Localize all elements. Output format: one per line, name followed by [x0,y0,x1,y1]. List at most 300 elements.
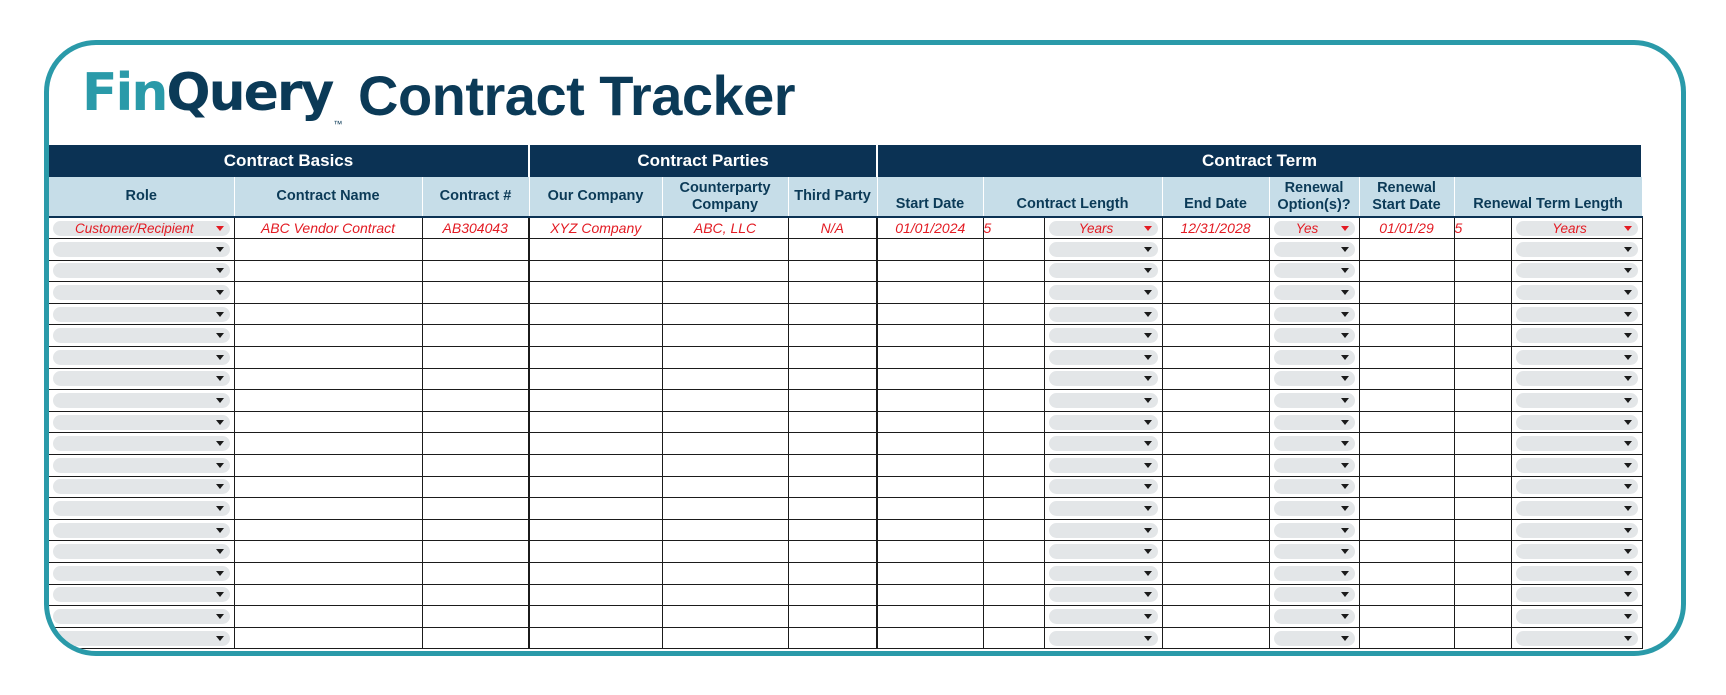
table-cell[interactable] [529,282,662,304]
table-cell[interactable] [49,563,234,585]
table-cell[interactable] [1162,282,1269,304]
table-cell[interactable] [1511,584,1642,606]
table-cell[interactable] [49,541,234,563]
table-cell[interactable] [877,411,983,433]
table-cell[interactable] [662,239,788,261]
table-cell[interactable] [234,627,422,649]
table-cell[interactable] [1269,476,1359,498]
renewal-unit-dropdown[interactable] [1516,285,1638,300]
renewal-option-dropdown[interactable] [1274,328,1355,343]
cell-start-date[interactable]: 01/01/2024 [877,217,983,239]
table-cell[interactable] [234,260,422,282]
table-cell[interactable] [662,282,788,304]
table-cell[interactable] [1511,390,1642,412]
cell-renewal-number[interactable]: 5 [1454,217,1511,239]
table-cell[interactable] [1454,368,1511,390]
table-cell[interactable] [1269,325,1359,347]
table-cell[interactable] [1162,260,1269,282]
table-cell[interactable] [1269,541,1359,563]
table-cell[interactable] [1044,519,1162,541]
renewal-option-dropdown[interactable] [1274,436,1355,451]
table-cell[interactable] [662,260,788,282]
table-cell[interactable] [983,476,1044,498]
table-cell[interactable] [234,563,422,585]
table-cell[interactable] [1162,347,1269,369]
table-cell[interactable] [529,519,662,541]
role-dropdown[interactable] [53,566,230,581]
table-cell[interactable] [1162,325,1269,347]
role-dropdown[interactable] [53,263,230,278]
table-cell[interactable] [49,239,234,261]
table-cell[interactable] [788,411,877,433]
table-cell[interactable] [49,433,234,455]
table-cell[interactable] [234,606,422,628]
table-cell[interactable] [983,411,1044,433]
table-cell[interactable] [234,325,422,347]
length-unit-dropdown[interactable] [1049,458,1158,473]
table-cell[interactable] [422,476,529,498]
table-cell[interactable] [662,303,788,325]
table-cell[interactable] [1162,455,1269,477]
table-cell[interactable] [1511,239,1642,261]
table-cell[interactable] [1044,260,1162,282]
table-cell[interactable] [1162,368,1269,390]
table-cell[interactable] [1162,563,1269,585]
table-cell[interactable] [234,541,422,563]
table-cell[interactable] [422,303,529,325]
cell-our-company[interactable]: XYZ Company [529,217,662,239]
table-cell[interactable] [983,368,1044,390]
table-cell[interactable] [788,606,877,628]
table-cell[interactable] [1454,433,1511,455]
table-cell[interactable] [788,347,877,369]
table-cell[interactable] [877,476,983,498]
table-cell[interactable] [788,282,877,304]
length-unit-dropdown[interactable] [1049,393,1158,408]
renewal-unit-dropdown[interactable] [1516,221,1638,236]
renewal-option-dropdown[interactable] [1274,263,1355,278]
table-cell[interactable] [1269,627,1359,649]
table-cell[interactable] [529,411,662,433]
table-cell[interactable] [422,519,529,541]
table-cell[interactable] [1269,411,1359,433]
length-unit-dropdown[interactable] [1049,371,1158,386]
cell-length-unit[interactable] [1044,217,1162,239]
table-cell[interactable] [49,606,234,628]
table-cell[interactable] [788,325,877,347]
table-cell[interactable] [983,390,1044,412]
table-cell[interactable] [788,519,877,541]
renewal-option-dropdown[interactable] [1274,458,1355,473]
table-cell[interactable] [1359,627,1454,649]
table-cell[interactable] [788,455,877,477]
table-cell[interactable] [1454,411,1511,433]
table-cell[interactable] [1359,476,1454,498]
table-cell[interactable] [49,260,234,282]
table-cell[interactable] [422,584,529,606]
renewal-option-dropdown[interactable] [1274,609,1355,624]
renewal-option-dropdown[interactable] [1274,587,1355,602]
table-cell[interactable] [1511,455,1642,477]
role-dropdown[interactable] [53,544,230,559]
renewal-unit-dropdown[interactable] [1516,566,1638,581]
table-cell[interactable] [1044,584,1162,606]
table-cell[interactable] [983,303,1044,325]
table-cell[interactable] [1511,541,1642,563]
table-cell[interactable] [49,282,234,304]
table-cell[interactable] [788,584,877,606]
table-cell[interactable] [1162,239,1269,261]
renewal-unit-dropdown[interactable] [1516,415,1638,430]
table-cell[interactable] [1269,239,1359,261]
table-cell[interactable] [1044,476,1162,498]
table-cell[interactable] [983,455,1044,477]
table-cell[interactable] [1454,519,1511,541]
table-cell[interactable] [1454,282,1511,304]
table-cell[interactable] [529,325,662,347]
table-cell[interactable] [49,411,234,433]
renewal-option-dropdown[interactable] [1274,415,1355,430]
table-cell[interactable] [1162,584,1269,606]
table-cell[interactable] [1454,303,1511,325]
table-cell[interactable] [234,433,422,455]
cell-counterparty[interactable]: ABC, LLC [662,217,788,239]
table-cell[interactable] [1511,563,1642,585]
table-cell[interactable] [1359,541,1454,563]
table-cell[interactable] [234,584,422,606]
role-dropdown[interactable] [53,609,230,624]
table-cell[interactable] [49,303,234,325]
table-cell[interactable] [234,498,422,520]
table-cell[interactable] [49,347,234,369]
table-cell[interactable] [877,627,983,649]
table-cell[interactable] [1454,390,1511,412]
table-cell[interactable] [1044,239,1162,261]
role-dropdown[interactable] [53,415,230,430]
renewal-unit-dropdown[interactable] [1516,609,1638,624]
table-cell[interactable] [234,476,422,498]
table-cell[interactable] [1162,627,1269,649]
renewal-unit-dropdown[interactable] [1516,436,1638,451]
table-cell[interactable] [1044,347,1162,369]
renewal-option-dropdown[interactable] [1274,501,1355,516]
role-dropdown[interactable] [53,458,230,473]
table-cell[interactable] [1454,584,1511,606]
table-cell[interactable] [877,239,983,261]
table-cell[interactable] [1359,239,1454,261]
cell-third-party[interactable]: N/A [788,217,877,239]
renewal-unit-dropdown[interactable] [1516,350,1638,365]
renewal-unit-dropdown[interactable] [1516,587,1638,602]
length-unit-dropdown[interactable] [1049,436,1158,451]
table-cell[interactable] [1269,563,1359,585]
table-cell[interactable] [662,433,788,455]
renewal-option-dropdown[interactable] [1274,393,1355,408]
renewal-option-dropdown[interactable] [1274,350,1355,365]
table-cell[interactable] [788,260,877,282]
renewal-option-dropdown[interactable] [1274,479,1355,494]
table-cell[interactable] [1044,411,1162,433]
table-cell[interactable] [1359,433,1454,455]
table-cell[interactable] [1359,498,1454,520]
table-cell[interactable] [1359,455,1454,477]
length-unit-dropdown[interactable] [1049,307,1158,322]
table-cell[interactable] [529,260,662,282]
table-cell[interactable] [1454,347,1511,369]
table-cell[interactable] [788,239,877,261]
table-cell[interactable] [1454,239,1511,261]
table-cell[interactable] [1359,260,1454,282]
table-cell[interactable] [983,627,1044,649]
length-unit-dropdown[interactable] [1049,415,1158,430]
renewal-option-dropdown[interactable] [1274,631,1355,646]
table-cell[interactable] [1454,476,1511,498]
table-cell[interactable] [1162,433,1269,455]
renewal-option-dropdown[interactable] [1274,544,1355,559]
table-cell[interactable] [1044,627,1162,649]
table-cell[interactable] [49,519,234,541]
table-cell[interactable] [877,260,983,282]
table-cell[interactable] [1044,433,1162,455]
table-cell[interactable] [788,498,877,520]
table-cell[interactable] [1511,303,1642,325]
table-cell[interactable] [788,563,877,585]
table-cell[interactable] [1359,563,1454,585]
role-dropdown[interactable] [53,221,230,236]
length-unit-dropdown[interactable] [1049,263,1158,278]
role-dropdown[interactable] [53,587,230,602]
table-cell[interactable] [1454,627,1511,649]
table-cell[interactable] [788,368,877,390]
table-cell[interactable] [983,239,1044,261]
renewal-unit-dropdown[interactable] [1516,242,1638,257]
table-cell[interactable] [1454,455,1511,477]
table-cell[interactable] [529,303,662,325]
table-cell[interactable] [49,584,234,606]
role-dropdown[interactable] [53,285,230,300]
table-cell[interactable] [1511,325,1642,347]
table-cell[interactable] [788,303,877,325]
table-cell[interactable] [1162,390,1269,412]
renewal-option-dropdown[interactable] [1274,566,1355,581]
table-cell[interactable] [877,563,983,585]
table-cell[interactable] [529,541,662,563]
table-cell[interactable] [1269,433,1359,455]
renewal-unit-dropdown[interactable] [1516,393,1638,408]
table-cell[interactable] [1511,411,1642,433]
table-cell[interactable] [662,455,788,477]
table-cell[interactable] [49,498,234,520]
table-cell[interactable] [422,606,529,628]
table-cell[interactable] [983,433,1044,455]
table-cell[interactable] [788,627,877,649]
length-unit-dropdown[interactable] [1049,609,1158,624]
table-cell[interactable] [983,606,1044,628]
table-cell[interactable] [983,347,1044,369]
table-cell[interactable] [234,303,422,325]
table-cell[interactable] [529,455,662,477]
length-unit-dropdown[interactable] [1049,501,1158,516]
table-cell[interactable] [234,347,422,369]
table-cell[interactable] [1044,455,1162,477]
renewal-unit-dropdown[interactable] [1516,479,1638,494]
table-cell[interactable] [1359,390,1454,412]
table-cell[interactable] [1454,606,1511,628]
table-cell[interactable] [1269,584,1359,606]
table-cell[interactable] [983,541,1044,563]
table-cell[interactable] [877,390,983,412]
table-cell[interactable] [1044,541,1162,563]
table-cell[interactable] [662,390,788,412]
length-unit-dropdown[interactable] [1049,587,1158,602]
table-cell[interactable] [788,433,877,455]
table-cell[interactable] [877,541,983,563]
table-cell[interactable] [877,303,983,325]
table-cell[interactable] [234,519,422,541]
renewal-unit-dropdown[interactable] [1516,631,1638,646]
table-cell[interactable] [662,411,788,433]
role-dropdown[interactable] [53,479,230,494]
table-cell[interactable] [529,433,662,455]
table-cell[interactable] [1511,347,1642,369]
renewal-unit-dropdown[interactable] [1516,458,1638,473]
table-cell[interactable] [788,541,877,563]
renewal-option-dropdown[interactable] [1274,371,1355,386]
table-cell[interactable] [983,519,1044,541]
table-cell[interactable] [1454,563,1511,585]
table-cell[interactable] [422,498,529,520]
renewal-option-dropdown[interactable] [1274,285,1355,300]
table-cell[interactable] [422,433,529,455]
table-cell[interactable] [1044,368,1162,390]
cell-renewal-unit[interactable] [1511,217,1642,239]
table-cell[interactable] [1269,606,1359,628]
table-cell[interactable] [1454,325,1511,347]
table-cell[interactable] [983,563,1044,585]
role-dropdown[interactable] [53,242,230,257]
cell-renewal-option[interactable] [1269,217,1359,239]
table-cell[interactable] [1511,606,1642,628]
length-unit-dropdown[interactable] [1049,328,1158,343]
table-cell[interactable] [529,584,662,606]
table-cell[interactable] [422,347,529,369]
table-cell[interactable] [788,476,877,498]
table-cell[interactable] [1359,606,1454,628]
table-cell[interactable] [1044,390,1162,412]
table-cell[interactable] [1511,498,1642,520]
renewal-unit-dropdown[interactable] [1516,501,1638,516]
table-cell[interactable] [877,368,983,390]
length-unit-dropdown[interactable] [1049,350,1158,365]
table-cell[interactable] [877,282,983,304]
role-dropdown[interactable] [53,328,230,343]
renewal-unit-dropdown[interactable] [1516,263,1638,278]
table-cell[interactable] [529,627,662,649]
table-cell[interactable] [662,347,788,369]
renewal-unit-dropdown[interactable] [1516,307,1638,322]
table-cell[interactable] [1454,541,1511,563]
table-cell[interactable] [877,325,983,347]
table-cell[interactable] [1269,498,1359,520]
table-cell[interactable] [422,325,529,347]
table-cell[interactable] [1269,282,1359,304]
table-cell[interactable] [1454,260,1511,282]
table-cell[interactable] [1044,303,1162,325]
table-cell[interactable] [662,541,788,563]
table-cell[interactable] [662,476,788,498]
table-cell[interactable] [1359,584,1454,606]
table-cell[interactable] [662,519,788,541]
table-cell[interactable] [1359,368,1454,390]
table-cell[interactable] [49,627,234,649]
table-cell[interactable] [1269,260,1359,282]
table-cell[interactable] [1269,519,1359,541]
table-cell[interactable] [1044,498,1162,520]
length-unit-dropdown[interactable] [1049,479,1158,494]
table-cell[interactable] [529,498,662,520]
cell-role[interactable] [49,217,234,239]
role-dropdown[interactable] [53,350,230,365]
table-cell[interactable] [1511,368,1642,390]
renewal-unit-dropdown[interactable] [1516,523,1638,538]
table-cell[interactable] [529,606,662,628]
table-cell[interactable] [1044,282,1162,304]
table-cell[interactable] [1044,606,1162,628]
cell-renewal-start[interactable]: 01/01/29 [1359,217,1454,239]
length-unit-dropdown[interactable] [1049,544,1158,559]
table-cell[interactable] [49,476,234,498]
table-cell[interactable] [529,390,662,412]
table-cell[interactable] [422,390,529,412]
table-cell[interactable] [1511,627,1642,649]
length-unit-dropdown[interactable] [1049,221,1158,236]
table-cell[interactable] [1511,519,1642,541]
table-cell[interactable] [1162,541,1269,563]
cell-contract-name[interactable]: ABC Vendor Contract [234,217,422,239]
table-cell[interactable] [662,498,788,520]
table-cell[interactable] [983,325,1044,347]
role-dropdown[interactable] [53,501,230,516]
length-unit-dropdown[interactable] [1049,523,1158,538]
table-cell[interactable] [1511,476,1642,498]
table-cell[interactable] [1162,476,1269,498]
table-cell[interactable] [49,325,234,347]
length-unit-dropdown[interactable] [1049,631,1158,646]
role-dropdown[interactable] [53,436,230,451]
table-cell[interactable] [234,368,422,390]
table-cell[interactable] [877,347,983,369]
role-dropdown[interactable] [53,371,230,386]
table-cell[interactable] [662,368,788,390]
table-cell[interactable] [1269,390,1359,412]
table-cell[interactable] [1269,368,1359,390]
table-cell[interactable] [422,627,529,649]
table-cell[interactable] [234,239,422,261]
role-dropdown[interactable] [53,393,230,408]
table-cell[interactable] [1269,455,1359,477]
length-unit-dropdown[interactable] [1049,285,1158,300]
table-cell[interactable] [529,563,662,585]
table-cell[interactable] [529,368,662,390]
table-cell[interactable] [662,606,788,628]
renewal-option-dropdown[interactable] [1274,523,1355,538]
table-cell[interactable] [422,260,529,282]
table-cell[interactable] [1359,325,1454,347]
table-cell[interactable] [1044,563,1162,585]
table-cell[interactable] [422,563,529,585]
table-cell[interactable] [1359,519,1454,541]
length-unit-dropdown[interactable] [1049,242,1158,257]
